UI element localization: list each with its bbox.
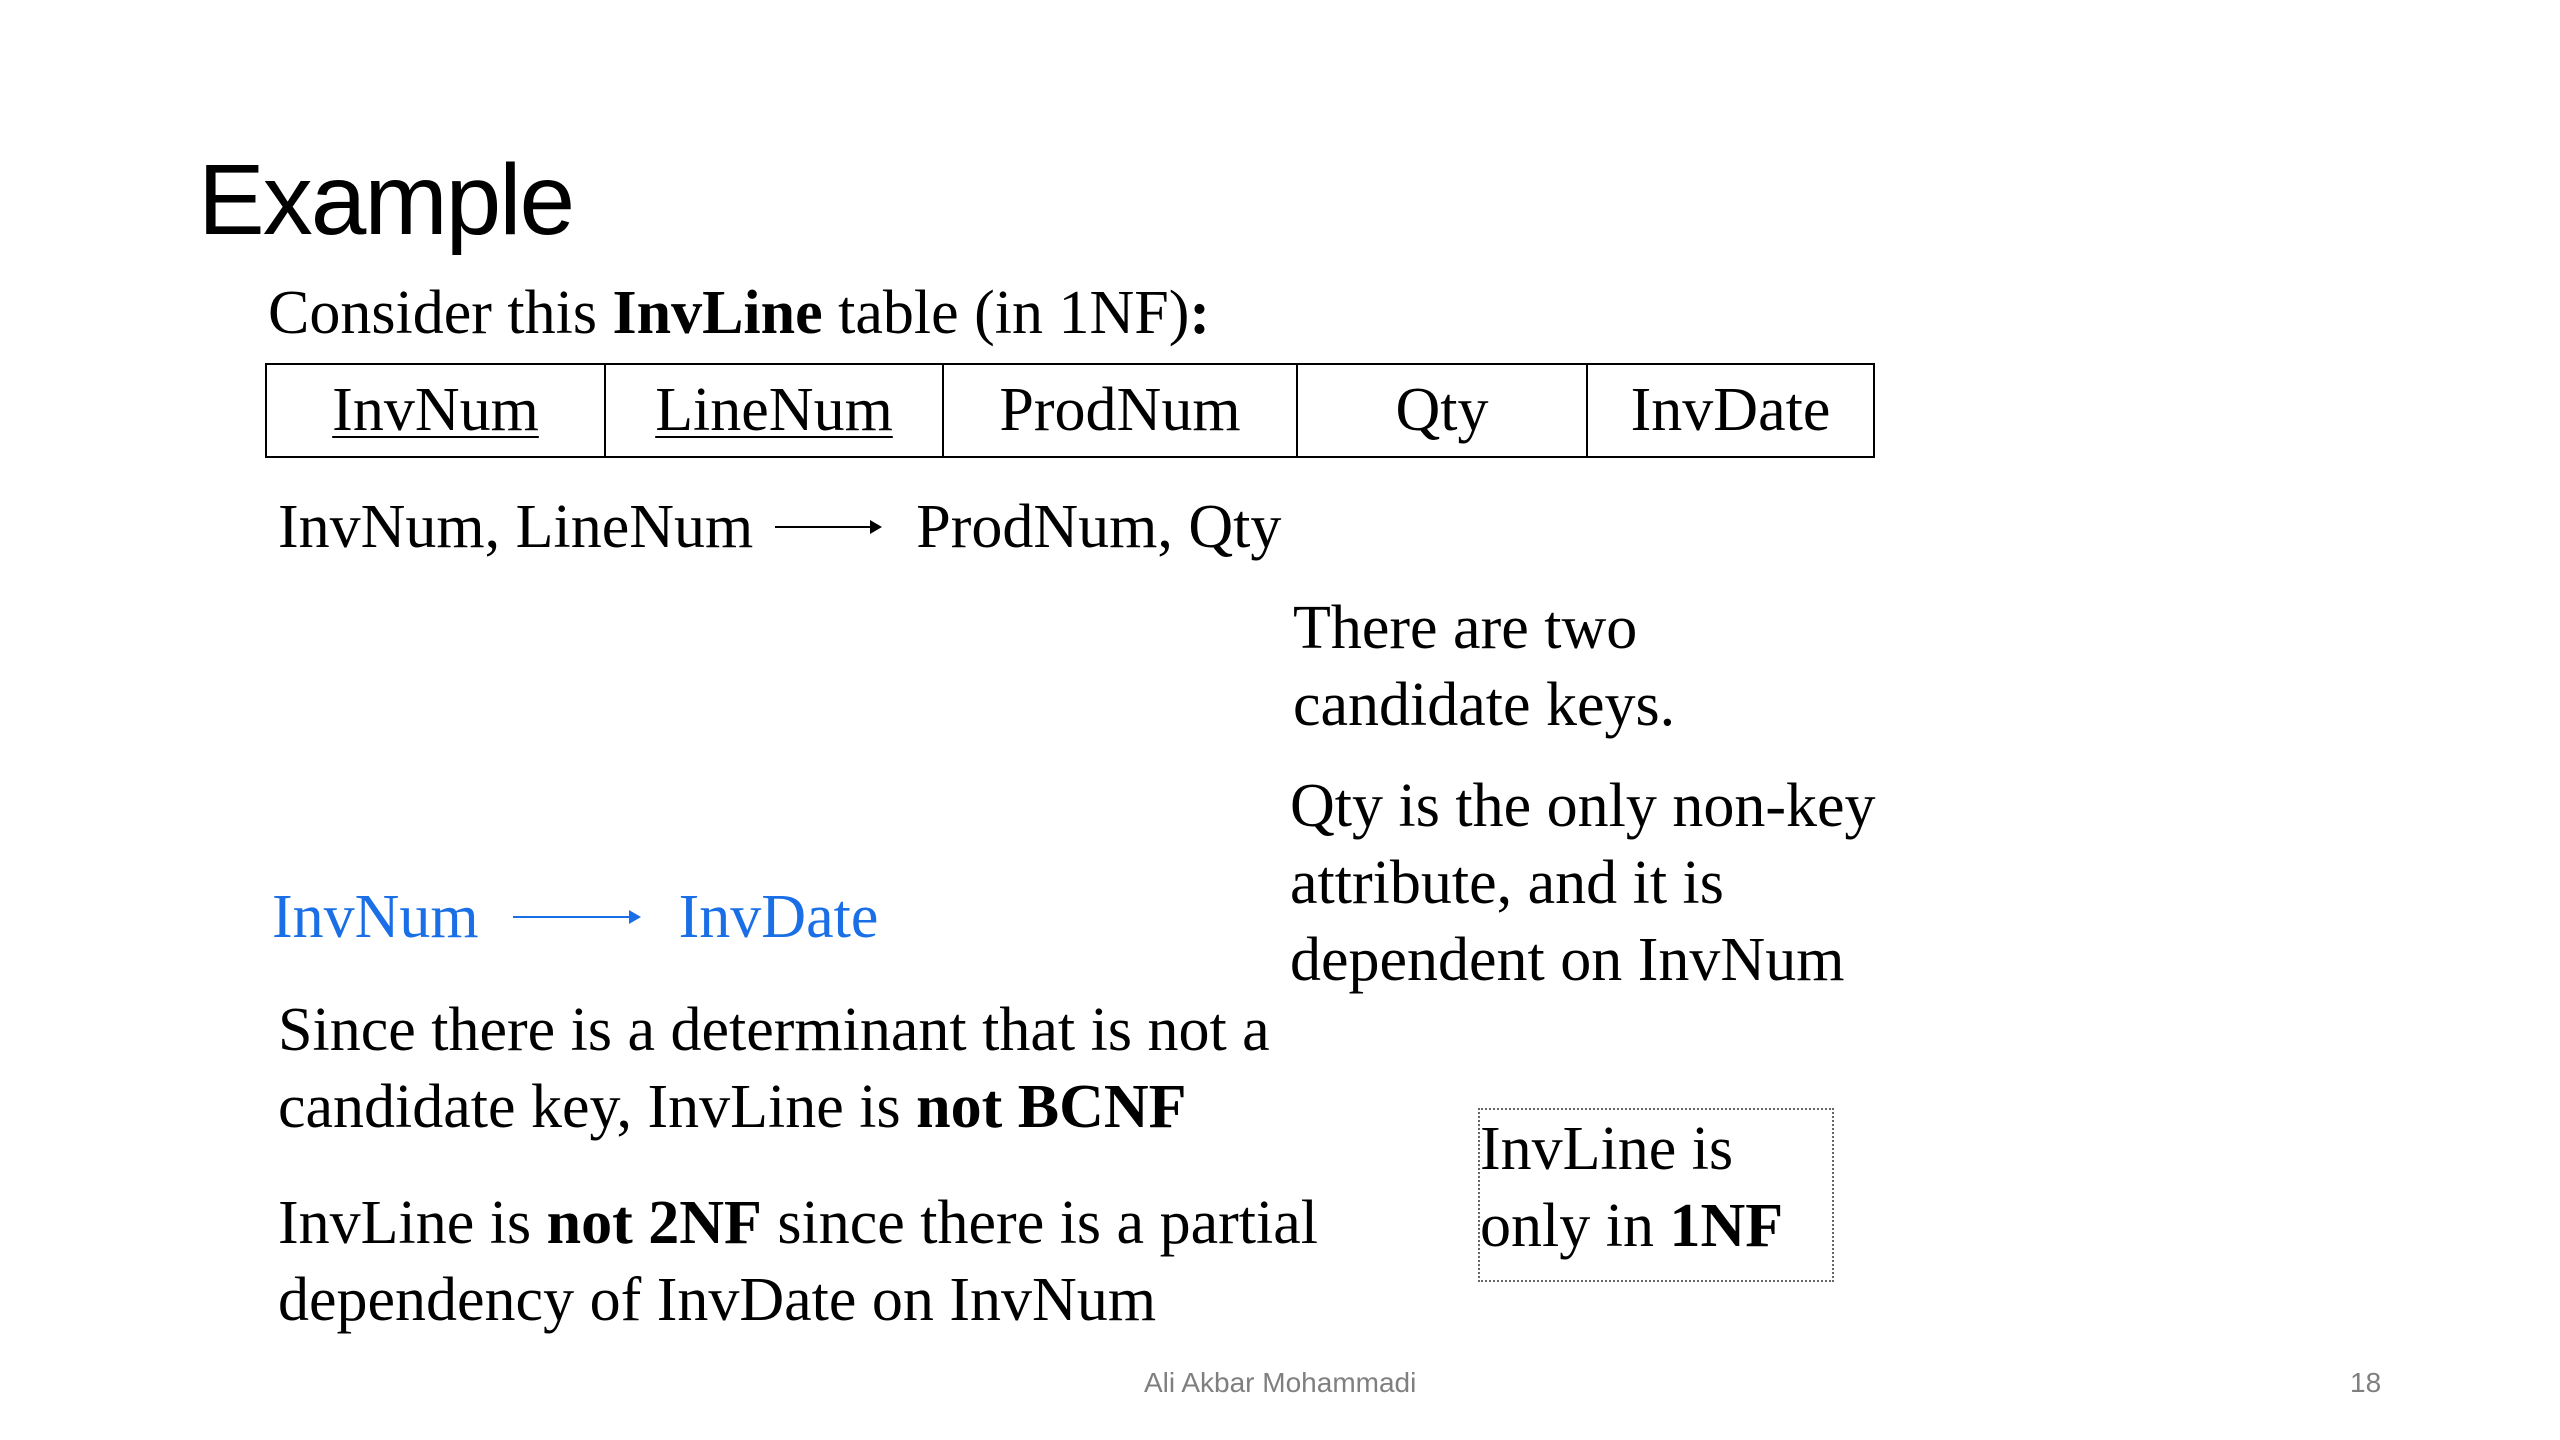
footer-author: Ali Akbar Mohammadi xyxy=(1144,1367,1417,1398)
box-pre: InvLine is only in xyxy=(1480,1115,1734,1260)
conclusion-box xyxy=(1478,1108,1834,1282)
2nf-statement xyxy=(278,1185,1418,1339)
fd1-lhs: InvNum, LineNum xyxy=(278,493,754,561)
table-cell xyxy=(606,365,944,456)
2nf-post: since there is a partial dependency of InvDate on InvNum xyxy=(278,1189,1318,1334)
arrow-right-icon xyxy=(775,526,880,528)
2nf-pre: InvLine is xyxy=(278,1189,547,1257)
box-bold: 1NF xyxy=(1669,1192,1784,1260)
note-qty-dependency: Qty is the only non-key attribute, and it is dependent on InvNum xyxy=(1290,772,1876,994)
arrow-right-icon xyxy=(513,916,639,918)
table-cell xyxy=(1298,365,1588,456)
functional-dependency-1 xyxy=(278,493,1282,561)
intro-mid: table (in 1NF) xyxy=(822,279,1190,347)
bcnf-pre: Since there is a determinant that is not a candidate key, InvLine is xyxy=(278,996,1270,1141)
slide-title: Example xyxy=(198,144,574,256)
table-cell xyxy=(1588,365,1873,456)
intro-text xyxy=(268,279,1211,347)
intro-table-name: InvLine xyxy=(612,279,823,347)
table-cell xyxy=(944,365,1298,456)
fd2-lhs: InvNum xyxy=(272,883,479,951)
invline-table xyxy=(265,363,1875,458)
bcnf-bold: not BCNF xyxy=(916,1073,1187,1141)
2nf-bold: not 2NF xyxy=(546,1189,762,1257)
page-number: 18 xyxy=(2350,1367,2382,1398)
table-column-linenum: LineNum xyxy=(655,376,893,444)
fd2-rhs: InvDate xyxy=(678,883,879,951)
table-column-prodnum: ProdNum xyxy=(999,376,1241,444)
note-candidate-keys: There are two candidate keys. xyxy=(1293,594,1676,739)
table-column-invnum: InvNum xyxy=(332,376,539,444)
intro-pre: Consider this xyxy=(268,279,613,347)
table-column-invdate: InvDate xyxy=(1630,376,1831,444)
table-column-qty: Qty xyxy=(1395,376,1489,444)
intro-colon: : xyxy=(1189,279,1211,347)
table-cell xyxy=(267,365,606,456)
bcnf-statement xyxy=(278,992,1378,1146)
fd1-rhs: ProdNum, Qty xyxy=(916,493,1282,561)
functional-dependency-2 xyxy=(272,883,879,951)
